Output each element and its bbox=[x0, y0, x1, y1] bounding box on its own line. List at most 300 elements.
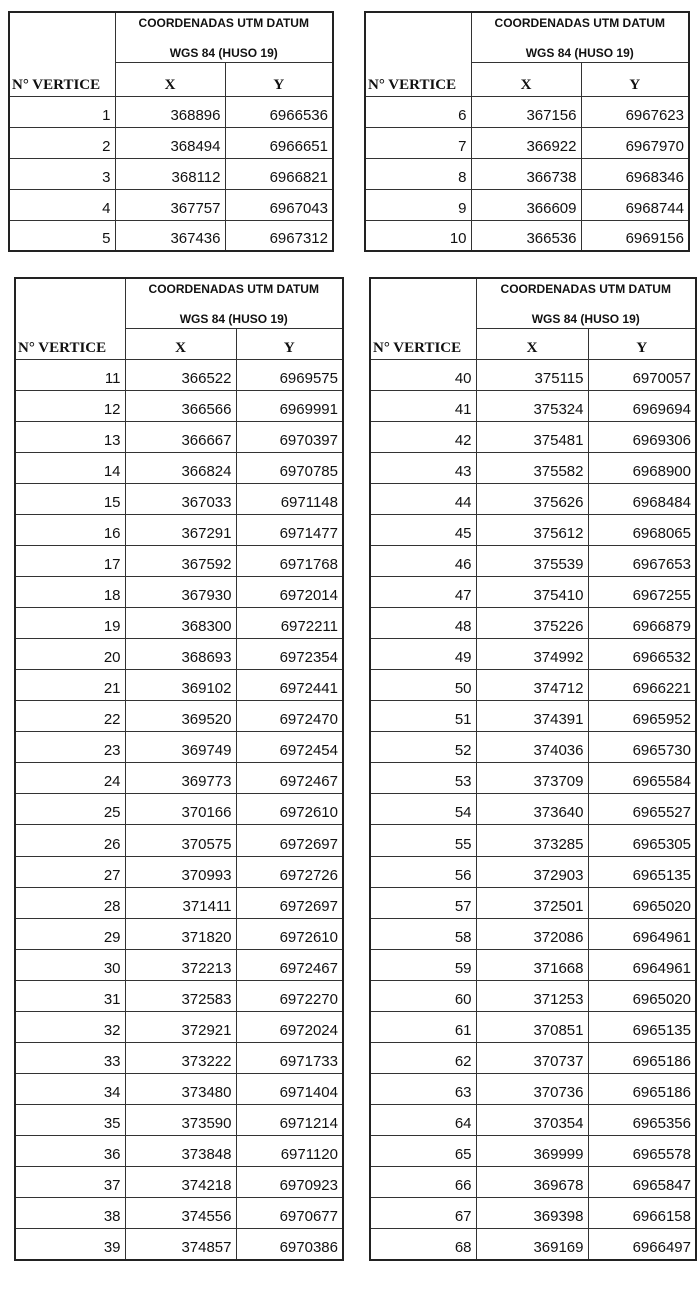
vertex-number: 14 bbox=[15, 452, 125, 483]
x-coordinate: 374556 bbox=[125, 1198, 236, 1229]
table-row bbox=[15, 856, 343, 887]
x-coordinate: 373848 bbox=[125, 1136, 236, 1167]
vertex-number: 66 bbox=[370, 1167, 476, 1198]
y-coordinate: 6964961 bbox=[588, 918, 696, 949]
vertex-number: 18 bbox=[15, 576, 125, 607]
table-row bbox=[370, 1229, 696, 1260]
x-coordinate: 373222 bbox=[125, 1042, 236, 1073]
vertex-number: 28 bbox=[15, 887, 125, 918]
table-row bbox=[370, 1167, 696, 1198]
table-row bbox=[370, 452, 696, 483]
column-header-y: Y bbox=[588, 328, 696, 359]
table-row bbox=[370, 608, 696, 639]
vertex-number: 6 bbox=[365, 96, 471, 127]
x-coordinate: 370736 bbox=[476, 1073, 588, 1104]
header-blank-cell bbox=[365, 12, 471, 62]
y-coordinate: 6967255 bbox=[588, 576, 696, 607]
x-coordinate: 369999 bbox=[476, 1136, 588, 1167]
y-coordinate: 6967970 bbox=[581, 127, 689, 158]
y-coordinate: 6965578 bbox=[588, 1136, 696, 1167]
x-coordinate: 372583 bbox=[125, 980, 236, 1011]
y-coordinate: 6966158 bbox=[588, 1198, 696, 1229]
x-coordinate: 368693 bbox=[125, 639, 236, 670]
utm-datum-title: COORDENADAS UTM DATUM bbox=[148, 282, 319, 296]
y-coordinate: 6969694 bbox=[588, 390, 696, 421]
vertex-number: 32 bbox=[15, 1011, 125, 1042]
y-coordinate: 6972454 bbox=[236, 732, 343, 763]
datum-zone-label: WGS 84 (HUSO 19) bbox=[169, 46, 278, 60]
x-coordinate: 375410 bbox=[476, 576, 588, 607]
vertex-number: 7 bbox=[365, 127, 471, 158]
y-coordinate: 6966821 bbox=[225, 158, 333, 189]
vertex-number: 16 bbox=[15, 514, 125, 545]
x-coordinate: 369773 bbox=[125, 763, 236, 794]
y-coordinate: 6972014 bbox=[236, 576, 343, 607]
y-coordinate: 6966536 bbox=[225, 96, 333, 127]
y-coordinate: 6969991 bbox=[236, 390, 343, 421]
y-coordinate: 6970677 bbox=[236, 1198, 343, 1229]
vertex-number: 46 bbox=[370, 545, 476, 576]
vertex-number: 4 bbox=[9, 189, 115, 220]
y-coordinate: 6972610 bbox=[236, 794, 343, 825]
table-row bbox=[9, 220, 333, 251]
y-coordinate: 6970386 bbox=[236, 1229, 343, 1260]
x-coordinate: 370737 bbox=[476, 1042, 588, 1073]
table-row bbox=[15, 576, 343, 607]
x-coordinate: 373709 bbox=[476, 763, 588, 794]
table-row bbox=[15, 763, 343, 794]
table-row bbox=[370, 1198, 696, 1229]
x-coordinate: 367291 bbox=[125, 514, 236, 545]
vertex-number: 67 bbox=[370, 1198, 476, 1229]
vertex-number: 63 bbox=[370, 1073, 476, 1104]
table-row bbox=[15, 1198, 343, 1229]
x-coordinate: 375226 bbox=[476, 608, 588, 639]
x-coordinate: 373590 bbox=[125, 1105, 236, 1136]
table-row bbox=[370, 639, 696, 670]
table-row bbox=[15, 1042, 343, 1073]
column-header-y: Y bbox=[581, 62, 689, 96]
y-coordinate: 6972441 bbox=[236, 670, 343, 701]
x-coordinate: 374218 bbox=[125, 1167, 236, 1198]
vertex-number: 12 bbox=[15, 390, 125, 421]
y-coordinate: 6971733 bbox=[236, 1042, 343, 1073]
table-row bbox=[15, 1229, 343, 1260]
table-row bbox=[370, 670, 696, 701]
x-coordinate: 366566 bbox=[125, 390, 236, 421]
table-row bbox=[15, 732, 343, 763]
header-title-cell bbox=[476, 278, 696, 328]
y-coordinate: 6966497 bbox=[588, 1229, 696, 1260]
x-coordinate: 367156 bbox=[471, 96, 581, 127]
x-coordinate: 368494 bbox=[115, 127, 225, 158]
y-coordinate: 6971404 bbox=[236, 1073, 343, 1104]
vertex-number: 11 bbox=[15, 359, 125, 390]
column-header-vertex: N° VERTICE bbox=[370, 328, 476, 359]
vertex-number: 15 bbox=[15, 483, 125, 514]
y-coordinate: 6972697 bbox=[236, 887, 343, 918]
table-row bbox=[9, 158, 333, 189]
header-blank-cell bbox=[9, 12, 115, 62]
table-row bbox=[15, 1011, 343, 1042]
table-row bbox=[15, 701, 343, 732]
table-row bbox=[15, 949, 343, 980]
y-coordinate: 6972467 bbox=[236, 763, 343, 794]
y-coordinate: 6969156 bbox=[581, 220, 689, 251]
x-coordinate: 371820 bbox=[125, 918, 236, 949]
y-coordinate: 6972467 bbox=[236, 949, 343, 980]
vertex-number: 45 bbox=[370, 514, 476, 545]
table-row bbox=[15, 390, 343, 421]
vertex-number: 41 bbox=[370, 390, 476, 421]
x-coordinate: 369398 bbox=[476, 1198, 588, 1229]
table-row bbox=[370, 545, 696, 576]
column-header-vertex: N° VERTICE bbox=[365, 62, 471, 96]
table-row bbox=[15, 421, 343, 452]
table-row bbox=[15, 670, 343, 701]
table-row bbox=[15, 794, 343, 825]
header-blank-cell bbox=[370, 278, 476, 328]
vertex-number: 38 bbox=[15, 1198, 125, 1229]
x-coordinate: 375582 bbox=[476, 452, 588, 483]
x-coordinate: 369169 bbox=[476, 1229, 588, 1260]
vertex-number: 62 bbox=[370, 1042, 476, 1073]
y-coordinate: 6966532 bbox=[588, 639, 696, 670]
vertex-number: 22 bbox=[15, 701, 125, 732]
y-coordinate: 6970785 bbox=[236, 452, 343, 483]
vertex-number: 56 bbox=[370, 856, 476, 887]
x-coordinate: 369520 bbox=[125, 701, 236, 732]
vertex-number: 20 bbox=[15, 639, 125, 670]
x-coordinate: 368300 bbox=[125, 608, 236, 639]
vertex-number: 52 bbox=[370, 732, 476, 763]
y-coordinate: 6968065 bbox=[588, 514, 696, 545]
vertex-number: 61 bbox=[370, 1011, 476, 1042]
x-coordinate: 367930 bbox=[125, 576, 236, 607]
x-coordinate: 371668 bbox=[476, 949, 588, 980]
y-coordinate: 6971214 bbox=[236, 1105, 343, 1136]
x-coordinate: 368896 bbox=[115, 96, 225, 127]
x-coordinate: 375539 bbox=[476, 545, 588, 576]
x-coordinate: 371411 bbox=[125, 887, 236, 918]
table-row bbox=[15, 639, 343, 670]
utm-datum-title: COORDENADAS UTM DATUM bbox=[500, 282, 671, 296]
vertex-number: 47 bbox=[370, 576, 476, 607]
column-header-vertex: N° VERTICE bbox=[9, 62, 115, 96]
x-coordinate: 370575 bbox=[125, 825, 236, 856]
y-coordinate: 6972470 bbox=[236, 701, 343, 732]
vertex-number: 60 bbox=[370, 980, 476, 1011]
y-coordinate: 6968484 bbox=[588, 483, 696, 514]
table-row bbox=[9, 127, 333, 158]
vertex-number: 44 bbox=[370, 483, 476, 514]
y-coordinate: 6971477 bbox=[236, 514, 343, 545]
x-coordinate: 374712 bbox=[476, 670, 588, 701]
table-row bbox=[370, 514, 696, 545]
table-row bbox=[370, 825, 696, 856]
table-row bbox=[15, 452, 343, 483]
y-coordinate: 6966221 bbox=[588, 670, 696, 701]
vertex-number: 3 bbox=[9, 158, 115, 189]
y-coordinate: 6972354 bbox=[236, 639, 343, 670]
x-coordinate: 367757 bbox=[115, 189, 225, 220]
column-header-x: X bbox=[115, 62, 225, 96]
y-coordinate: 6971120 bbox=[236, 1136, 343, 1167]
coordinate-table-2 bbox=[364, 11, 690, 252]
x-coordinate: 375115 bbox=[476, 359, 588, 390]
vertex-number: 42 bbox=[370, 421, 476, 452]
y-coordinate: 6972610 bbox=[236, 918, 343, 949]
y-coordinate: 6972270 bbox=[236, 980, 343, 1011]
x-coordinate: 367033 bbox=[125, 483, 236, 514]
table-row bbox=[370, 1011, 696, 1042]
vertex-number: 25 bbox=[15, 794, 125, 825]
x-coordinate: 373285 bbox=[476, 825, 588, 856]
x-coordinate: 373640 bbox=[476, 794, 588, 825]
vertex-number: 68 bbox=[370, 1229, 476, 1260]
table-row bbox=[15, 825, 343, 856]
vertex-number: 27 bbox=[15, 856, 125, 887]
y-coordinate: 6965186 bbox=[588, 1042, 696, 1073]
table-row bbox=[15, 918, 343, 949]
vertex-number: 21 bbox=[15, 670, 125, 701]
x-coordinate: 366824 bbox=[125, 452, 236, 483]
x-coordinate: 370851 bbox=[476, 1011, 588, 1042]
table-row bbox=[15, 514, 343, 545]
vertex-number: 51 bbox=[370, 701, 476, 732]
table-row bbox=[370, 483, 696, 514]
y-coordinate: 6969575 bbox=[236, 359, 343, 390]
vertex-number: 29 bbox=[15, 918, 125, 949]
datum-zone-label: WGS 84 (HUSO 19) bbox=[179, 312, 288, 326]
coordinate-table-1 bbox=[8, 11, 334, 252]
y-coordinate: 6965527 bbox=[588, 794, 696, 825]
column-header-x: X bbox=[125, 328, 236, 359]
table-row bbox=[15, 980, 343, 1011]
x-coordinate: 372086 bbox=[476, 918, 588, 949]
table-row bbox=[15, 887, 343, 918]
y-coordinate: 6965186 bbox=[588, 1073, 696, 1104]
y-coordinate: 6971768 bbox=[236, 545, 343, 576]
table-row bbox=[365, 127, 689, 158]
table-row bbox=[370, 576, 696, 607]
vertex-number: 65 bbox=[370, 1136, 476, 1167]
datum-zone-label: WGS 84 (HUSO 19) bbox=[525, 46, 634, 60]
y-coordinate: 6972024 bbox=[236, 1011, 343, 1042]
x-coordinate: 375612 bbox=[476, 514, 588, 545]
column-header-x: X bbox=[476, 328, 588, 359]
vertex-number: 17 bbox=[15, 545, 125, 576]
y-coordinate: 6972211 bbox=[236, 608, 343, 639]
vertex-number: 10 bbox=[365, 220, 471, 251]
vertex-number: 26 bbox=[15, 825, 125, 856]
vertex-number: 37 bbox=[15, 1167, 125, 1198]
x-coordinate: 374992 bbox=[476, 639, 588, 670]
x-coordinate: 369102 bbox=[125, 670, 236, 701]
table-row bbox=[370, 980, 696, 1011]
table-row bbox=[365, 96, 689, 127]
datum-zone-label: WGS 84 (HUSO 19) bbox=[531, 312, 640, 326]
header-title-cell bbox=[125, 278, 343, 328]
vertex-number: 35 bbox=[15, 1105, 125, 1136]
coordinate-table-3 bbox=[14, 277, 344, 1261]
y-coordinate: 6968900 bbox=[588, 452, 696, 483]
table-row bbox=[370, 763, 696, 794]
utm-datum-title: COORDENADAS UTM DATUM bbox=[494, 16, 665, 30]
y-coordinate: 6965135 bbox=[588, 856, 696, 887]
x-coordinate: 370166 bbox=[125, 794, 236, 825]
vertex-number: 49 bbox=[370, 639, 476, 670]
table-row bbox=[370, 701, 696, 732]
vertex-number: 5 bbox=[9, 220, 115, 251]
table-row bbox=[365, 158, 689, 189]
vertex-number: 36 bbox=[15, 1136, 125, 1167]
table-row bbox=[9, 189, 333, 220]
table-row bbox=[365, 220, 689, 251]
y-coordinate: 6965847 bbox=[588, 1167, 696, 1198]
table-row bbox=[15, 1105, 343, 1136]
table-row bbox=[370, 949, 696, 980]
x-coordinate: 367436 bbox=[115, 220, 225, 251]
vertex-number: 58 bbox=[370, 918, 476, 949]
vertex-number: 53 bbox=[370, 763, 476, 794]
vertex-number: 48 bbox=[370, 608, 476, 639]
x-coordinate: 366922 bbox=[471, 127, 581, 158]
x-coordinate: 369749 bbox=[125, 732, 236, 763]
y-coordinate: 6970057 bbox=[588, 359, 696, 390]
y-coordinate: 6965952 bbox=[588, 701, 696, 732]
x-coordinate: 368112 bbox=[115, 158, 225, 189]
vertex-number: 2 bbox=[9, 127, 115, 158]
x-coordinate: 372903 bbox=[476, 856, 588, 887]
vertex-number: 57 bbox=[370, 887, 476, 918]
x-coordinate: 366738 bbox=[471, 158, 581, 189]
vertex-number: 64 bbox=[370, 1105, 476, 1136]
x-coordinate: 369678 bbox=[476, 1167, 588, 1198]
table-row bbox=[370, 856, 696, 887]
y-coordinate: 6967623 bbox=[581, 96, 689, 127]
table-row bbox=[370, 1105, 696, 1136]
x-coordinate: 366609 bbox=[471, 189, 581, 220]
y-coordinate: 6965305 bbox=[588, 825, 696, 856]
y-coordinate: 6965020 bbox=[588, 887, 696, 918]
header-title-cell bbox=[115, 12, 333, 62]
vertex-number: 9 bbox=[365, 189, 471, 220]
vertex-number: 34 bbox=[15, 1073, 125, 1104]
y-coordinate: 6965135 bbox=[588, 1011, 696, 1042]
column-header-y: Y bbox=[236, 328, 343, 359]
table-row bbox=[15, 483, 343, 514]
vertex-number: 8 bbox=[365, 158, 471, 189]
vertex-number: 30 bbox=[15, 949, 125, 980]
table-row bbox=[15, 1136, 343, 1167]
vertex-number: 55 bbox=[370, 825, 476, 856]
table-row bbox=[370, 1042, 696, 1073]
vertex-number: 1 bbox=[9, 96, 115, 127]
table-row bbox=[365, 189, 689, 220]
table-row bbox=[370, 918, 696, 949]
y-coordinate: 6967653 bbox=[588, 545, 696, 576]
x-coordinate: 366667 bbox=[125, 421, 236, 452]
x-coordinate: 371253 bbox=[476, 980, 588, 1011]
table-row bbox=[370, 421, 696, 452]
column-header-x: X bbox=[471, 62, 581, 96]
vertex-number: 23 bbox=[15, 732, 125, 763]
y-coordinate: 6966651 bbox=[225, 127, 333, 158]
table-row bbox=[370, 1073, 696, 1104]
vertex-number: 24 bbox=[15, 763, 125, 794]
x-coordinate: 374391 bbox=[476, 701, 588, 732]
vertex-number: 13 bbox=[15, 421, 125, 452]
x-coordinate: 373480 bbox=[125, 1073, 236, 1104]
vertex-number: 19 bbox=[15, 608, 125, 639]
table-row bbox=[15, 1073, 343, 1104]
vertex-number: 59 bbox=[370, 949, 476, 980]
y-coordinate: 6972726 bbox=[236, 856, 343, 887]
y-coordinate: 6965584 bbox=[588, 763, 696, 794]
x-coordinate: 375481 bbox=[476, 421, 588, 452]
y-coordinate: 6965020 bbox=[588, 980, 696, 1011]
x-coordinate: 366522 bbox=[125, 359, 236, 390]
y-coordinate: 6965730 bbox=[588, 732, 696, 763]
table-row bbox=[370, 390, 696, 421]
table-row bbox=[15, 608, 343, 639]
y-coordinate: 6966879 bbox=[588, 608, 696, 639]
table-row bbox=[9, 96, 333, 127]
x-coordinate: 367592 bbox=[125, 545, 236, 576]
x-coordinate: 372921 bbox=[125, 1011, 236, 1042]
x-coordinate: 370354 bbox=[476, 1105, 588, 1136]
x-coordinate: 375626 bbox=[476, 483, 588, 514]
x-coordinate: 375324 bbox=[476, 390, 588, 421]
vertex-number: 54 bbox=[370, 794, 476, 825]
vertex-number: 39 bbox=[15, 1229, 125, 1260]
table-row bbox=[15, 545, 343, 576]
y-coordinate: 6969306 bbox=[588, 421, 696, 452]
x-coordinate: 374857 bbox=[125, 1229, 236, 1260]
y-coordinate: 6970397 bbox=[236, 421, 343, 452]
vertex-number: 40 bbox=[370, 359, 476, 390]
vertex-number: 43 bbox=[370, 452, 476, 483]
y-coordinate: 6968346 bbox=[581, 158, 689, 189]
vertex-number: 33 bbox=[15, 1042, 125, 1073]
utm-datum-title: COORDENADAS UTM DATUM bbox=[138, 16, 309, 30]
table-row bbox=[15, 359, 343, 390]
column-header-y: Y bbox=[225, 62, 333, 96]
table-row bbox=[370, 1136, 696, 1167]
coordinate-table-4 bbox=[369, 277, 697, 1261]
y-coordinate: 6972697 bbox=[236, 825, 343, 856]
y-coordinate: 6970923 bbox=[236, 1167, 343, 1198]
y-coordinate: 6964961 bbox=[588, 949, 696, 980]
vertex-number: 31 bbox=[15, 980, 125, 1011]
x-coordinate: 370993 bbox=[125, 856, 236, 887]
table-row bbox=[370, 732, 696, 763]
x-coordinate: 372213 bbox=[125, 949, 236, 980]
y-coordinate: 6967043 bbox=[225, 189, 333, 220]
table-row bbox=[370, 794, 696, 825]
y-coordinate: 6967312 bbox=[225, 220, 333, 251]
y-coordinate: 6965356 bbox=[588, 1105, 696, 1136]
table-row bbox=[370, 359, 696, 390]
y-coordinate: 6968744 bbox=[581, 189, 689, 220]
header-blank-cell bbox=[15, 278, 125, 328]
table-row bbox=[370, 887, 696, 918]
vertex-number: 50 bbox=[370, 670, 476, 701]
column-header-vertex: N° VERTICE bbox=[15, 328, 125, 359]
table-row bbox=[15, 1167, 343, 1198]
header-title-cell bbox=[471, 12, 689, 62]
